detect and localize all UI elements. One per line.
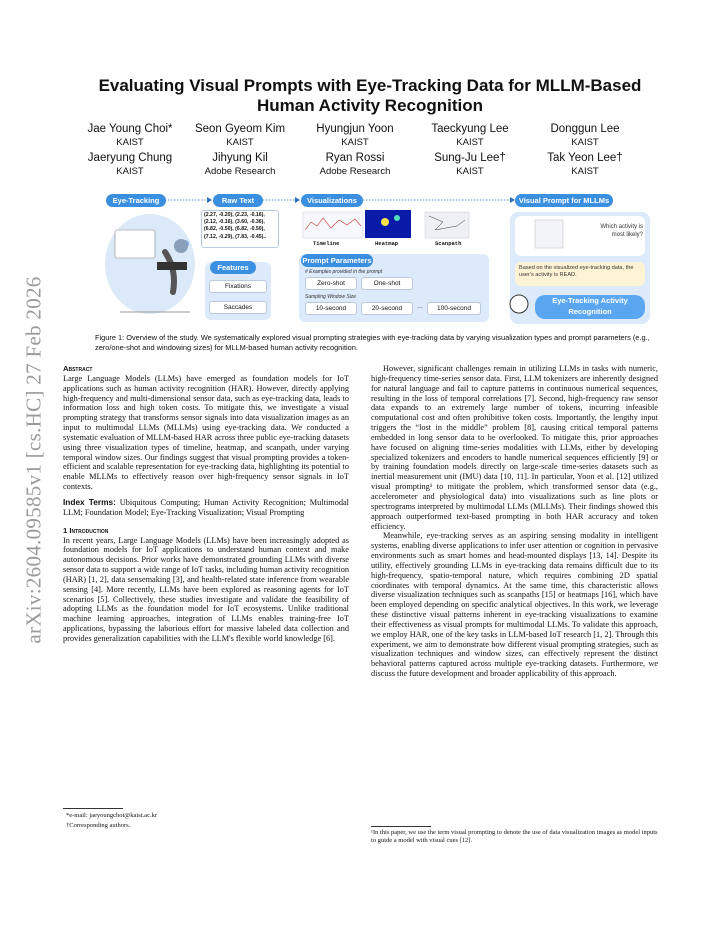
recognition-tag: Eye-Tracking Activity Recognition — [535, 295, 645, 319]
author: Seon Gyeom Kim KAIST — [194, 123, 286, 148]
index-terms — [63, 498, 349, 518]
footnote-corresponding: †Corresponding authors. — [66, 822, 131, 829]
footnote-visual-prompting: ¹In this paper, we use the term visual prompting to denote the use of data visualization images as model inputs to guide a model with visual cues [12]. — [371, 829, 658, 844]
features-tag: Features — [210, 261, 256, 274]
visualizations-tag: Visualizations — [301, 194, 363, 207]
abstract-heading: Abstract — [63, 364, 93, 373]
timeline-label: Timeline — [313, 240, 340, 247]
paper-title: Evaluating Visual Prompts with Eye-Tracking Data for MLLM-Based Human Activity Recognition — [98, 76, 642, 115]
prompt-parameters-tag: Prompt Parameters — [302, 256, 372, 265]
author: Jihyung Kil Adobe Research — [204, 152, 276, 177]
footnote-rule — [63, 808, 123, 809]
left-column — [63, 364, 349, 644]
author: Taeckyung Lee KAIST — [431, 123, 509, 148]
heatmap-label: Heatmap — [375, 240, 399, 247]
right-footnote-rule — [371, 826, 431, 827]
raw-text-tag: Raw Text — [213, 194, 263, 207]
author: Sung-Ju Lee† KAIST — [434, 152, 506, 177]
author: Ryan Rossi Adobe Research — [319, 152, 391, 177]
raw-text-values: (2.27, -0.20), (2.23, -0.16), (2.12, -0.16), (3.60, -0.36), (6.82, -0.50), (6.82, -0.50), (7.12, -0.29), (7.83, -0.45).. — [201, 210, 279, 248]
examples-label: # Examples provided in the prompt — [305, 269, 383, 275]
one-shot-box: One-shot — [361, 277, 413, 290]
right-column — [371, 364, 658, 679]
author: Tak Yeon Lee† KAIST — [547, 152, 623, 177]
right-paragraph-2: Meanwhile, eye-tracking serves as an aspiring sensing modality in intelligent systems, enabling diverse applications to infer user attention or cognition in pervasive environments such as smart homes and head-mounted displays [13, 14]. Despite its utility, effectively grounding LLMs in eye-tracking data remains difficult due to its high-frequency, spatio-temporal nature, which requires combining 2D spatial coordinates with temporal dynamics. At the same time, this characteristic allows diverse visualization techniques such as scanpaths [15] or heatmaps [16], which have been employed depending on specific analytical objectives. In this work, we leverage these distinctive visual patterns inherent in eye-tracking visualizations to examine their effectiveness as visual prompts for multimodal LLMs. To validate this approach, we employ HAR, one of the key tasks in LLM-based IoT research [1, 2]. Through this experiment, we aim to demonstrate how different visual prompting strategies, such as visualization techniques and window sizes, can effectively represent the distinct behavioral patterns captured across multiple eye-tracking datasets. Furthermore, we discuss the future development and broader applicability of this approach. — [371, 531, 658, 679]
scanpath-label: Scanpath — [435, 240, 462, 247]
question-bubble: Which activity is most likely? — [600, 224, 643, 238]
intro-text: In recent years, Large Language Models (LLMs) have been increasingly adopted as foundation models for IoT applications to understand human context and make autonomous decisions. Prior works have demonstrated grounding LLMs with diverse sensor data to support a wide range of IoT tasks, including human activity recognition (HAR) [1, 2], data sensemaking [3], and health-related state inference from wearable sensing [4]. More recently, LLMs have been explored as reasoning agents for IoT scenarios [5]. Collectively, these studies investigate and validate the feasibility of adopting LLMs as the foundation model for IoT ecosystems. Unlike traditional machine learning approaches, integration of LLMs enables training-free IoT applications, bypassing the laborious effort for massive labeled data collection and provides generalization capabilities with the LLM's flexible world knowledge [6]. — [63, 535, 349, 643]
author: Jaeryung Chung KAIST — [87, 152, 173, 177]
window-10-box: 10-second — [305, 302, 357, 315]
answer-bubble: Based on the visualized eye-tracking data, the user's activity is READ. — [519, 265, 634, 278]
window-20-box: 20-second — [361, 302, 413, 315]
abstract-text: Large Language Models (LLMs) have emerged as foundation models for IoT applications such as human activity recognition (HAR). However, directly applying high-frequency and multi-dimensional sensor data, such as eye-tracking data, leads to information loss and high token costs. To mitigate this, we investigate a visual prompting strategy that transforms sensor signals into data visualization images as an input to multimodal LLMs (MLLMs) using eye-tracking data. We conducted a systematic evaluation of MLLM-based HAR across three public eye-tracking datasets using three visualization types of timeline, heatmap, and scanpath, under varying temporal window sizes. Our findings suggest that visual prompting provides a token-efficient and scalable representation for eye-tracking data, highlighting its potential to enable MLLMs to effectively reason over high-frequency sensor signals in IoT contexts. — [63, 373, 349, 492]
visual-prompt-tag: Visual Prompt for MLLMs — [515, 194, 613, 207]
intro-heading: 1 Introduction — [63, 525, 109, 535]
zero-shot-box: Zero-shot — [305, 277, 357, 290]
index-terms-label: Index Terms: — [63, 496, 116, 507]
saccades-box: Saccades — [209, 301, 267, 314]
author: Hyungjun Yoon KAIST — [316, 123, 394, 148]
arxiv-id: arXiv:2604.09585v1 [cs.HC] 27 Feb 2026 — [21, 276, 46, 644]
fixations-box: Fixations — [209, 280, 267, 293]
figure-caption: Figure 1: Overview of the study. We systematically explored visual prompting strategies with eye-tracking data by varying visualization types and prompt parameters (e.g., zero/one-shot and windowing sizes) for MLLM-based human activity recognition. — [95, 333, 650, 352]
right-paragraph-1: However, significant challenges remain in utilizing LLMs in tasks with numeric, high-frequency time-series sensor data. First, LLM tokenizers are inherently designed for natural language and fail to capture patterns in continuous numerical sequences, resulting in the loss of temporal correlations [7]. Second, high-frequency raw sensor data expands to an extremely large number of tokens, incurring infeasible computational cost and often prohibitive token costs. Importantly, the lengthy input triggers the “lost in the middle” problem [8], causing critical temporal patterns embedded in long sensor data to be overlooked. To mitigate this, prior approaches have focused on aligning time-series modalities with LLMs, either by developing specialized tokenizers and encoders to handle numerical sequences efficiently [9] or by training foundation models directly on large-scale time-series datasets such as inertial measurement unit (IMU) data [10, 11]. In particular, Yoon et al. [12] utilized visual prompting¹ to mitigate the problem, which transformed sensor data (e.g., accelerometer and physiological data) into visualizations such as line plots or spectrograms interpreted by multimodal LLMs (MLLMs). Their findings showed this approach outperformed text-based prompting in both HAR accuracy and token efficiency. — [371, 364, 658, 531]
window-100-box: 100-second — [427, 302, 481, 315]
author: Donggun Lee KAIST — [550, 123, 620, 148]
window-ellipsis: ... — [417, 303, 423, 310]
footnote-email: *e-mail: jaeyoungchoi@kaist.ac.kr — [66, 812, 157, 819]
figure-1 — [95, 192, 655, 327]
window-label: Sampling Window Size — [305, 294, 357, 300]
eye-tracking-tag: Eye-Tracking — [106, 194, 166, 207]
index-terms-text: Ubiquitous Computing; Human Activity Recognition; Multimodal LLM; Foundation Model; Eye-Tracking Visualization; Visual Prompting — [63, 497, 349, 517]
arxiv-stamp — [14, 240, 54, 680]
author: Jae Young Choi* KAIST — [87, 123, 173, 148]
